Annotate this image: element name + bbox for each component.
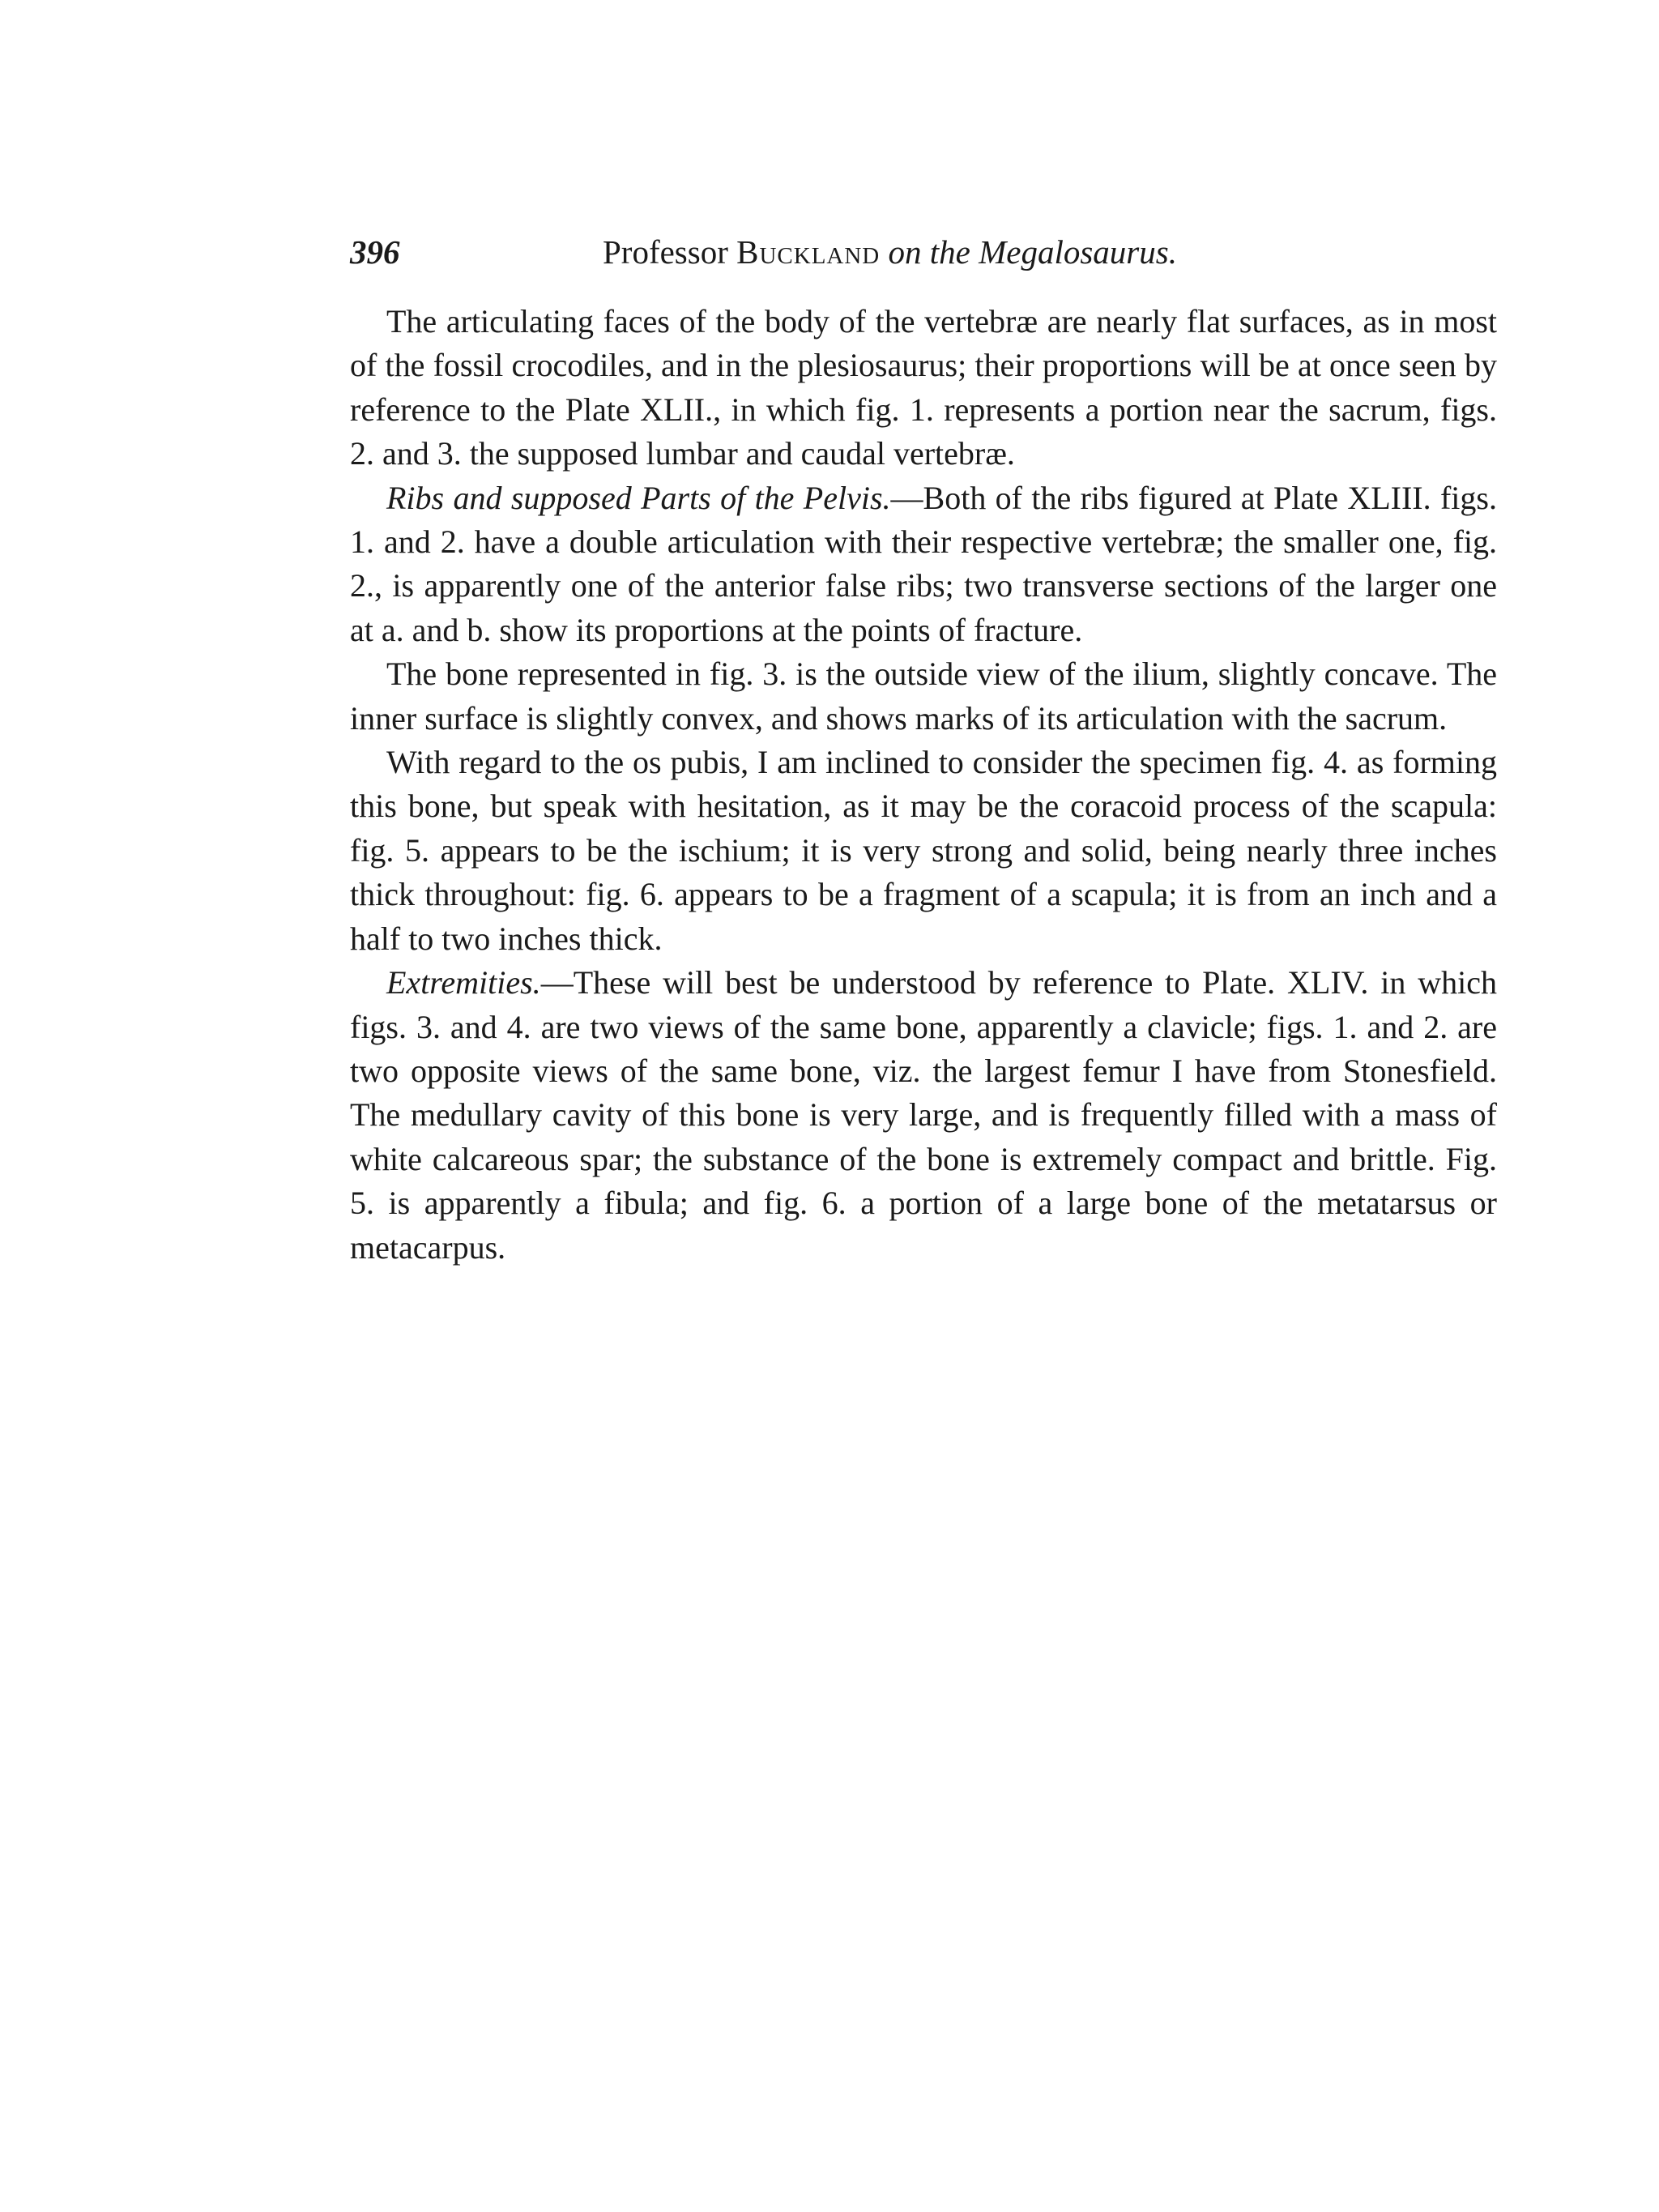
paragraph-vertebrae	[350, 300, 1497, 476]
section-heading-extremities: Extremities.	[386, 964, 541, 1001]
paragraph-text: —These will best be understood by reference to Plate. XLIV. in which figs. 3. and 4. are two views of the same bone, apparently a clavicle; figs. 1. and 2. are two opposite views of the same bone, viz. the largest femur I have from Stonesfield. The medullary cavity of this bone is very large, and is frequently filled with a mass of white calcareous spar; the substance of the bone is extremely compact and brittle. Fig. 5. is apparently a fibula; and fig. 6. a portion of a large bone of the metatarsus or metacarpus.	[350, 964, 1497, 1266]
paragraph-text: With regard to the os pubis, I am inclined to consider the specimen fig. 4. as forming this bone, but speak with hesitation, as it may be the coracoid process of the scapula: fig. 5. appears to be the ischium; it is very strong and solid, being nearly three inches thick throughout: fig. 6. appears to be a fragment of a scapula; it is from an inch and a half to two inches thick.	[350, 744, 1497, 957]
paragraph-ribs-pelvis	[350, 476, 1497, 653]
running-title-author: Buckland	[736, 233, 881, 271]
running-title	[603, 232, 1177, 272]
section-heading-ribs-pelvis: Ribs and supposed Parts of the Pelvis.	[386, 479, 891, 516]
paragraph-text: —Both of the ribs figured at Plate XLIII. figs. 1. and 2. have a double articulation with their respective vertebræ; the smaller one, fig. 2., is apparently one of the anterior false ribs; two transverse sections of the larger one at a. and b. show its proportions at the points of fracture.	[350, 479, 1497, 648]
page-number: 396	[350, 233, 400, 271]
paragraph-os-pubis	[350, 741, 1497, 961]
running-title-prefix: Professor	[603, 233, 737, 271]
paragraph-text: The bone represented in fig. 3. is the outside view of the ilium, slightly concave. The inner surface is slightly convex, and shows marks of its articulation with the sacrum.	[350, 655, 1497, 737]
running-head	[350, 232, 1497, 272]
running-title-suffix: on the Megalosaurus.	[880, 233, 1177, 271]
paragraph-text: The articulating faces of the body of the vertebræ are nearly flat surfaces, as in most of the fossil crocodiles, and in the plesiosaurus; their proportions will be at once seen by reference to the Plate XLII., in which fig. 1. represents a portion near the sacrum, figs. 2. and 3. the supposed lumbar and caudal vertebræ.	[350, 303, 1497, 472]
body-text	[350, 300, 1497, 1270]
paragraph-extremities	[350, 961, 1497, 1270]
paragraph-ilium	[350, 652, 1497, 741]
